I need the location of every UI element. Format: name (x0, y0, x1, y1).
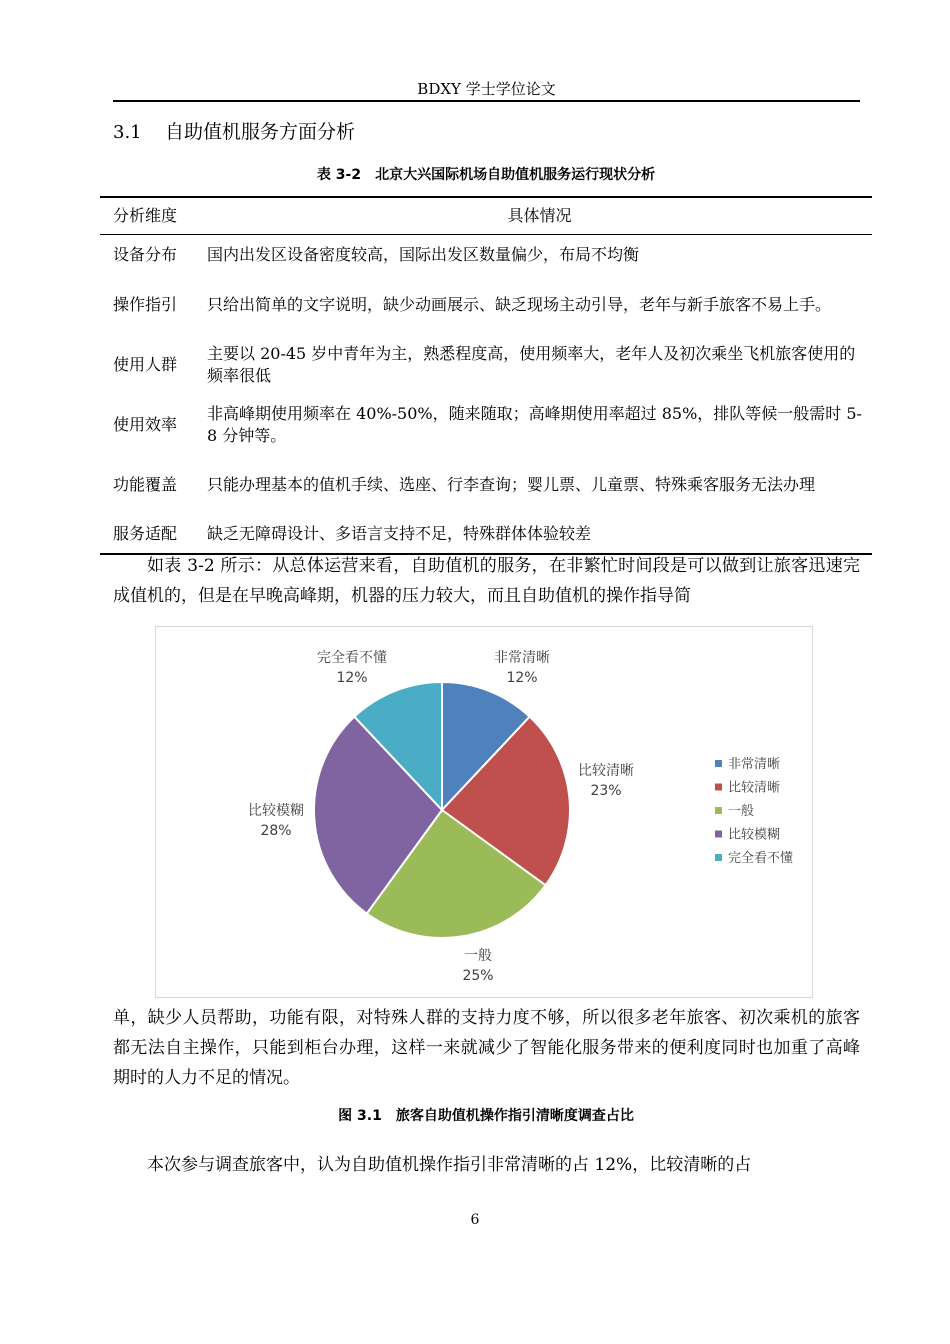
table-cell-detail: 缺乏无障碍设计、多语言支持不足，特殊群体体验较差 (207, 515, 872, 554)
legend-swatch (715, 784, 722, 791)
pie-chart (155, 626, 813, 998)
legend-label: 比较清晰 (728, 780, 781, 796)
slice-name-label: 比较清晰 (578, 763, 634, 779)
figure-caption: 图 3.1 旅客自助值机操作指引清晰度调查占比 (338, 1108, 634, 1124)
slice-percent-label: 28% (260, 823, 292, 839)
table-cell-dimension: 设备分布 (113, 245, 178, 264)
body-paragraph-1: 如表 3-2 所示：从总体运营来看，自助值机的服务，在非繁忙时间段是可以做到让旅客迅速完成值机的，但是在早晚高峰期，机器的压力较大，而且自助值机的操作指导简 (113, 556, 860, 606)
table-cell-dimension: 功能覆盖 (113, 475, 178, 494)
legend-label: 比较模糊 (728, 827, 781, 843)
slice-name-label: 一般 (464, 948, 492, 964)
page-header (113, 78, 860, 102)
table-row (100, 275, 872, 335)
table-header-row (100, 197, 872, 235)
legend-swatch (715, 831, 722, 838)
table-row (100, 395, 872, 455)
slice-name-label: 完全看不懂 (317, 650, 387, 666)
body-paragraph-2: 单，缺少人员帮助，功能有限，对特殊人群的支持力度不够，所以很多老年旅客、初次乘机的旅客都无法自主操作，只能到柜台办理，这样一来就减少了智能化服务带来的便利度同时也加重了高峰期时的人力不足的情况。 (113, 1008, 860, 1088)
table-row (100, 515, 872, 554)
table-header-detail: 具体情况 (207, 197, 872, 235)
legend-swatch (715, 807, 722, 814)
table-caption: 表 3-2 北京大兴国际机场自助值机服务运行现状分析 (316, 167, 656, 183)
table-cell-dimension: 操作指引 (113, 295, 178, 314)
table-row (100, 335, 872, 395)
legend-label: 非常清晰 (728, 757, 781, 772)
legend-swatch (715, 854, 722, 861)
pie-chart-svg (156, 627, 812, 997)
slice-percent-label: 12% (506, 670, 538, 686)
section-title: 自助值机服务方面分析 (165, 121, 356, 143)
page-number: 6 (470, 1212, 480, 1228)
table-cell-detail: 非高峰期使用频率在 40%-50%，随来随取；高峰期使用率超过 85%，排队等候一般需时 5-8 分钟等。 (207, 404, 862, 445)
table-row (100, 455, 872, 515)
slice-percent-label: 23% (590, 783, 622, 799)
table-cell-detail: 主要以 20-45 岁中青年为主，熟悉程度高，使用频率大，老年人及初次乘坐飞机旅客使用的频率很低 (207, 344, 856, 385)
table-cell-detail: 只给出简单的文字说明，缺少动画展示、缺乏现场主动引导，老年与新手旅客不易上手。 (207, 295, 832, 314)
table-cell-dimension: 使用效率 (113, 415, 178, 434)
table-header-dimension: 分析维度 (100, 197, 207, 235)
slice-name-label: 比较模糊 (248, 803, 304, 819)
legend-label: 一般 (728, 804, 755, 819)
section-number: 3.1 (113, 122, 142, 143)
slice-percent-label: 12% (336, 670, 368, 686)
section-heading (113, 118, 355, 146)
legend-label: 完全看不懂 (728, 851, 794, 866)
table-row (100, 235, 872, 276)
slice-percent-label: 25% (462, 968, 494, 984)
table-cell-dimension: 服务适配 (100, 515, 207, 554)
table-cell-dimension: 使用人群 (113, 355, 178, 374)
analysis-table (100, 196, 872, 555)
table-cell-detail: 只能办理基本的值机手续、选座、行李查询；婴儿票、儿童票、特殊乘客服务无法办理 (207, 475, 816, 494)
header-title: BDXY 学士学位论文 (417, 80, 556, 98)
table-cell-detail: 国内出发区设备密度较高，国际出发区数量偏少，布局不均衡 (207, 245, 640, 264)
legend-swatch (715, 760, 722, 767)
body-paragraph-3: 本次参与调查旅客中，认为自助值机操作指引非常清晰的占 12%，比较清晰的占 (147, 1155, 752, 1175)
slice-name-label: 非常清晰 (494, 650, 550, 666)
